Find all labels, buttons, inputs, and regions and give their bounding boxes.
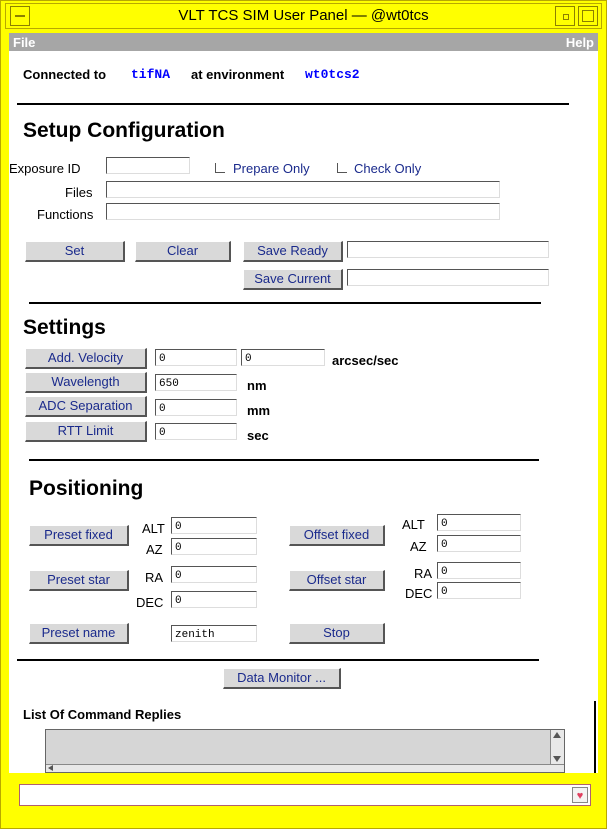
menu-help[interactable]: Help <box>565 35 594 50</box>
functions-input[interactable] <box>106 203 500 220</box>
preset-fixed-button[interactable]: Preset fixed <box>29 525 129 546</box>
environment-name: wt0tcs2 <box>305 67 360 82</box>
main-panel <box>9 51 598 773</box>
wavelength-unit: nm <box>247 378 267 393</box>
az-label: AZ <box>146 542 163 557</box>
exposure-id-label: Exposure ID <box>9 161 81 176</box>
offset-ra-label: RA <box>414 566 433 581</box>
rtt-limit-input[interactable]: 0 <box>155 423 237 440</box>
rtt-limit-unit: sec <box>247 428 269 443</box>
setup-heading: Setup Configuration <box>23 119 225 142</box>
command-replies-title: List Of Command Replies <box>23 707 182 722</box>
set-button[interactable]: Set <box>25 241 125 262</box>
maximize-button[interactable] <box>578 6 598 26</box>
save-current-input[interactable] <box>347 269 549 286</box>
add-velocity-button[interactable]: Add. Velocity <box>25 348 147 369</box>
divider <box>17 659 539 661</box>
adc-separation-input[interactable]: 0 <box>155 399 237 416</box>
minimize-icon <box>563 14 569 20</box>
adc-separation-unit: mm <box>247 403 271 418</box>
replies-frame-line <box>594 701 596 773</box>
window-title: VLT TCS SIM User Panel — @wt0tcs <box>178 7 429 24</box>
window-menu-icon <box>15 15 25 17</box>
alt-label: ALT <box>142 521 165 536</box>
title-bar[interactable] <box>5 3 602 29</box>
offset-dec-label: DEC <box>405 586 433 601</box>
preset-name-input[interactable]: zenith <box>171 625 257 642</box>
minimize-button[interactable] <box>555 6 575 26</box>
functions-label: Functions <box>37 207 94 222</box>
offset-az-input[interactable]: 0 <box>437 535 521 552</box>
stop-button[interactable]: Stop <box>289 623 385 644</box>
dec-label: DEC <box>136 595 164 610</box>
clear-button[interactable]: Clear <box>135 241 231 262</box>
save-current-button[interactable]: Save Current <box>243 269 343 290</box>
divider <box>29 459 539 461</box>
velocity-2-input[interactable]: 0 <box>241 349 325 366</box>
horizontal-scrollbar[interactable] <box>46 764 564 772</box>
rtt-limit-button[interactable]: RTT Limit <box>25 421 147 442</box>
window-menu-button[interactable] <box>10 6 30 26</box>
adc-separation-button[interactable]: ADC Separation <box>25 396 147 417</box>
alt-input[interactable]: 0 <box>171 517 257 534</box>
status-bar[interactable] <box>19 784 591 806</box>
heart-icon[interactable]: ♥ <box>572 787 588 803</box>
scroll-up-icon <box>553 732 561 738</box>
scroll-down-icon <box>553 756 561 762</box>
offset-dec-input[interactable]: 0 <box>437 582 521 599</box>
data-monitor-button[interactable]: Data Monitor ... <box>223 668 341 689</box>
wavelength-input[interactable]: 650 <box>155 374 237 391</box>
settings-heading: Settings <box>23 316 106 339</box>
check-only-label: Check Only <box>354 161 422 176</box>
velocity-unit: arcsec/sec <box>332 353 399 368</box>
ra-input[interactable]: 0 <box>171 566 257 583</box>
wavelength-button[interactable]: Wavelength <box>25 372 147 393</box>
host-name: tifNA <box>131 67 171 82</box>
preset-name-button[interactable]: Preset name <box>29 623 129 644</box>
offset-star-button[interactable]: Offset star <box>289 570 385 591</box>
exposure-id-input[interactable] <box>106 157 190 174</box>
velocity-1-input[interactable]: 0 <box>155 349 237 366</box>
maximize-icon <box>582 10 594 22</box>
offset-alt-label: ALT <box>402 517 425 532</box>
divider <box>29 302 541 304</box>
preset-star-button[interactable]: Preset star <box>29 570 129 591</box>
offset-az-label: AZ <box>410 539 427 554</box>
offset-fixed-button[interactable]: Offset fixed <box>289 525 385 546</box>
connected-label: Connected to <box>23 67 107 82</box>
scroll-left-icon <box>48 765 53 771</box>
offset-alt-input[interactable]: 0 <box>437 514 521 531</box>
prepare-only-checkbox[interactable] <box>215 163 225 173</box>
offset-ra-input[interactable]: 0 <box>437 562 521 579</box>
positioning-heading: Positioning <box>29 477 144 500</box>
save-ready-button[interactable]: Save Ready <box>243 241 343 262</box>
divider <box>17 103 569 105</box>
files-input[interactable] <box>106 181 500 198</box>
save-ready-input[interactable] <box>347 241 549 258</box>
dec-input[interactable]: 0 <box>171 591 257 608</box>
menu-file[interactable]: File <box>13 35 36 50</box>
ra-label: RA <box>145 570 164 585</box>
command-replies-list[interactable] <box>45 729 565 773</box>
prepare-only-label: Prepare Only <box>233 161 310 176</box>
az-input[interactable]: 0 <box>171 538 257 555</box>
check-only-checkbox[interactable] <box>337 163 347 173</box>
files-label: Files <box>65 185 93 200</box>
menu-bar <box>9 33 598 51</box>
environment-label: at environment <box>191 67 285 82</box>
